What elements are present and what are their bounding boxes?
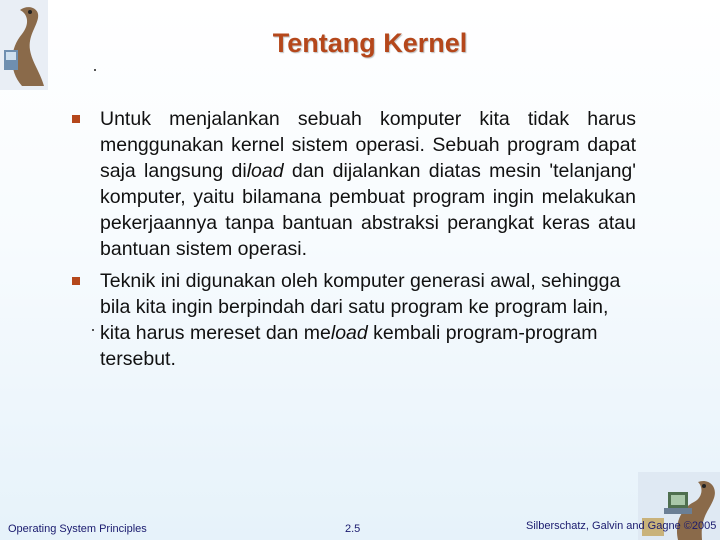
text-segment: Teknik ini digunakan oleh komputer generasi awal, sehingga bila kita ingin berpindah dari satu program ke program lain, kita harus mereset dan me [100, 270, 621, 344]
stray-dot [94, 69, 96, 71]
bullet-item [70, 106, 636, 262]
footer-page-number: 2.5 [345, 523, 361, 535]
slide-title: Tentang Kernel [272, 28, 468, 58]
square-bullet-icon [72, 115, 80, 123]
text-segment: dan dijalankan diatas mesin 'telanjang' komputer, yaitu bilamana pembuat program ingin melakukan pekerjaannya tanpa bantuan abstraksi perangkat keras atau bantuan sistem operasi. [100, 160, 637, 260]
bullet-text [100, 268, 636, 372]
bullet-item [70, 268, 636, 372]
bullet-list [70, 106, 636, 378]
text-segment: Untuk menjalankan sebuah komputer kita tidak harus menggunakan kernel sistem operasi. Sebuah program dapat saja langsung di [100, 108, 636, 182]
text-segment: kembali program-program tersebut. [100, 322, 598, 370]
footer-course-title: Operating System Principles [8, 523, 147, 535]
bullet-text [100, 106, 636, 262]
italic-segment: load [330, 322, 368, 344]
dinosaur-logo-icon [0, 0, 48, 90]
italic-segment: load [246, 160, 284, 182]
footer-copyright: Silberschatz, Galvin and Gagne ©2005 [526, 520, 717, 532]
square-bullet-icon [72, 277, 80, 285]
